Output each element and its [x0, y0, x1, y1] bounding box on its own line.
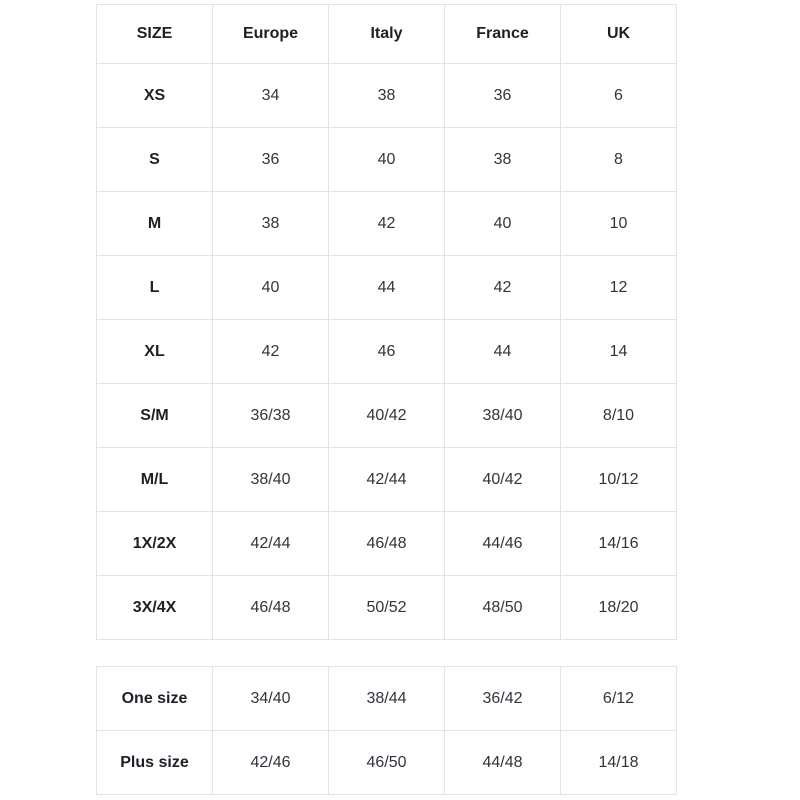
row-label: XL: [97, 320, 213, 384]
table-header: [97, 5, 677, 64]
cell-uk: 8/10: [561, 384, 677, 448]
cell-europe: 34/40: [213, 667, 329, 731]
cell-france: 38: [445, 128, 561, 192]
cell-europe: 46/48: [213, 576, 329, 640]
cell-italy: 46/48: [329, 512, 445, 576]
cell-france: 42: [445, 256, 561, 320]
table-row: [97, 256, 677, 320]
row-label: One size: [97, 667, 213, 731]
cell-france: 44/46: [445, 512, 561, 576]
cell-italy: 38/44: [329, 667, 445, 731]
table-row: [97, 192, 677, 256]
cell-france: 48/50: [445, 576, 561, 640]
table-row: [97, 128, 677, 192]
size-conversion-table: [96, 4, 677, 640]
cell-france: 44/48: [445, 731, 561, 795]
cell-uk: 14: [561, 320, 677, 384]
cell-italy: 38: [329, 64, 445, 128]
cell-europe: 34: [213, 64, 329, 128]
cell-france: 38/40: [445, 384, 561, 448]
cell-france: 36/42: [445, 667, 561, 731]
table-row: [97, 512, 677, 576]
table-body: [97, 667, 677, 795]
column-header-europe: Europe: [213, 5, 329, 64]
cell-italy: 40: [329, 128, 445, 192]
row-label: M/L: [97, 448, 213, 512]
cell-italy: 40/42: [329, 384, 445, 448]
cell-italy: 42: [329, 192, 445, 256]
cell-france: 40: [445, 192, 561, 256]
cell-uk: 12: [561, 256, 677, 320]
cell-italy: 46/50: [329, 731, 445, 795]
cell-uk: 8: [561, 128, 677, 192]
column-header-france: France: [445, 5, 561, 64]
cell-france: 36: [445, 64, 561, 128]
row-label: S: [97, 128, 213, 192]
cell-italy: 46: [329, 320, 445, 384]
column-header-uk: UK: [561, 5, 677, 64]
table-header-row: [97, 5, 677, 64]
cell-france: 40/42: [445, 448, 561, 512]
cell-europe: 38/40: [213, 448, 329, 512]
row-label: L: [97, 256, 213, 320]
cell-italy: 42/44: [329, 448, 445, 512]
table-row: [97, 64, 677, 128]
cell-italy: 44: [329, 256, 445, 320]
table-row: [97, 320, 677, 384]
cell-europe: 42/46: [213, 731, 329, 795]
one-size-table: [96, 666, 677, 795]
cell-uk: 14/18: [561, 731, 677, 795]
cell-europe: 42/44: [213, 512, 329, 576]
column-header-size: SIZE: [97, 5, 213, 64]
cell-uk: 6: [561, 64, 677, 128]
cell-europe: 38: [213, 192, 329, 256]
table-row: [97, 667, 677, 731]
cell-uk: 6/12: [561, 667, 677, 731]
table-row: [97, 576, 677, 640]
cell-uk: 10/12: [561, 448, 677, 512]
cell-europe: 36/38: [213, 384, 329, 448]
cell-europe: 42: [213, 320, 329, 384]
row-label: 3X/4X: [97, 576, 213, 640]
cell-europe: 40: [213, 256, 329, 320]
table-row: [97, 448, 677, 512]
cell-uk: 18/20: [561, 576, 677, 640]
cell-europe: 36: [213, 128, 329, 192]
cell-france: 44: [445, 320, 561, 384]
table-row: [97, 384, 677, 448]
table-row: [97, 731, 677, 795]
row-label: Plus size: [97, 731, 213, 795]
row-label: 1X/2X: [97, 512, 213, 576]
cell-italy: 50/52: [329, 576, 445, 640]
row-label: M: [97, 192, 213, 256]
cell-uk: 14/16: [561, 512, 677, 576]
table-body: [97, 64, 677, 640]
row-label: XS: [97, 64, 213, 128]
column-header-italy: Italy: [329, 5, 445, 64]
cell-uk: 10: [561, 192, 677, 256]
row-label: S/M: [97, 384, 213, 448]
